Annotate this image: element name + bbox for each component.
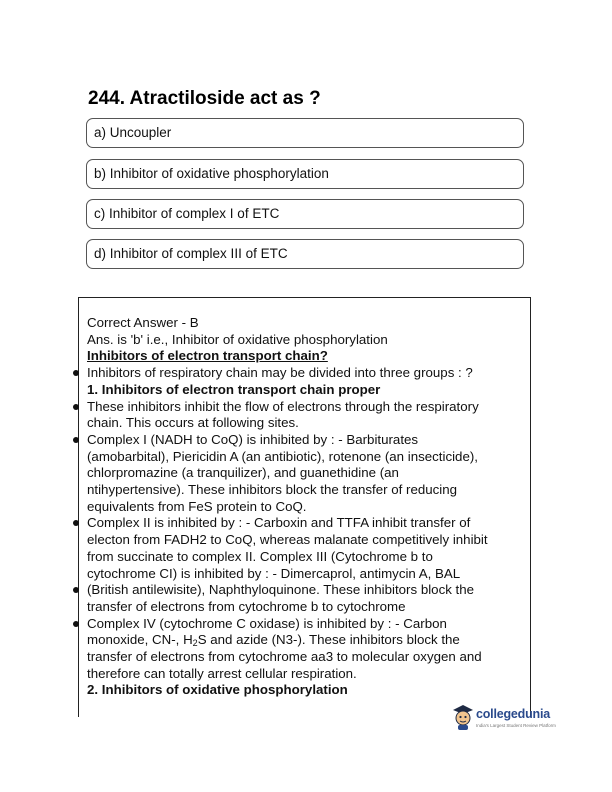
list-item: Complex IV (cytochrome C oxidase) is inhibited by : - Carbon monoxide, CN-, $H_2S$ and azide (N3-). These inhibitors block the transfer of electrons from cytochrome aa3 to molecular oxygen and therefore can totally arrest cellular respiration.	[87, 616, 523, 683]
graduate-mascot-icon	[452, 704, 474, 730]
list-item: These inhibitors inhibit the flow of electrons through the respiratory chain. This occurs at following sites.	[87, 399, 523, 432]
list-item: Complex II is inhibited by : - Carboxin and TTFA inhibit transfer of electon from FADH2 to CoQ, whereas malanate competitively inhibit from succinate to complex II. Complex III (Cytochrome b to cytochrome CI) is inhibited by : - Dimercaprol, antimycin A, BAL	[87, 515, 523, 582]
list-item: (British antilewisite), Naphthyloquinone. These inhibitors block the transfer of electrons from cytochrome b to cytochrome	[87, 582, 523, 615]
logo-tagline: India's Largest Student Review Platform	[476, 723, 556, 728]
logo-wordmark: collegedunia	[476, 707, 551, 721]
question-title: 244. Atractiloside act as ?	[88, 88, 321, 109]
correct-answer: Correct Answer - B	[87, 315, 199, 330]
option-d[interactable]: d) Inhibitor of complex III of ETC	[86, 239, 524, 269]
collegedunia-logo	[452, 702, 562, 742]
option-b[interactable]: b) Inhibitor of oxidative phosphorylation	[86, 159, 524, 189]
list-item: Complex I (NADH to CoQ) is inhibited by : - Barbiturates (amobarbital), Piericidin A (an antibiotic), rotenone (an insecticide), chlorpromazine (a tranquilizer), and guanethidine (an ntihypertensive). These inhibitors block the transfer of reducing equivalents from FeS protein to CoQ.	[87, 432, 523, 516]
bullet-list	[87, 365, 523, 682]
list-item: Inhibitors of respiratory chain may be divided into three groups : ? 1. Inhibitors of electron transport chain proper	[87, 365, 523, 398]
subsection-title-2: 2. Inhibitors of oxidative phosphorylation	[87, 682, 348, 698]
option-a[interactable]: a) Uncoupler	[86, 118, 524, 148]
answer-explanation: Ans. is 'b' i.e., Inhibitor of oxidative phosphorylation	[87, 331, 388, 347]
option-c[interactable]: c) Inhibitor of complex I of ETC	[86, 199, 524, 229]
subsection-title-1: 1. Inhibitors of electron transport chain proper	[87, 381, 381, 397]
section-heading: Inhibitors of electron transport chain?	[87, 348, 328, 364]
answer-content	[87, 315, 523, 699]
